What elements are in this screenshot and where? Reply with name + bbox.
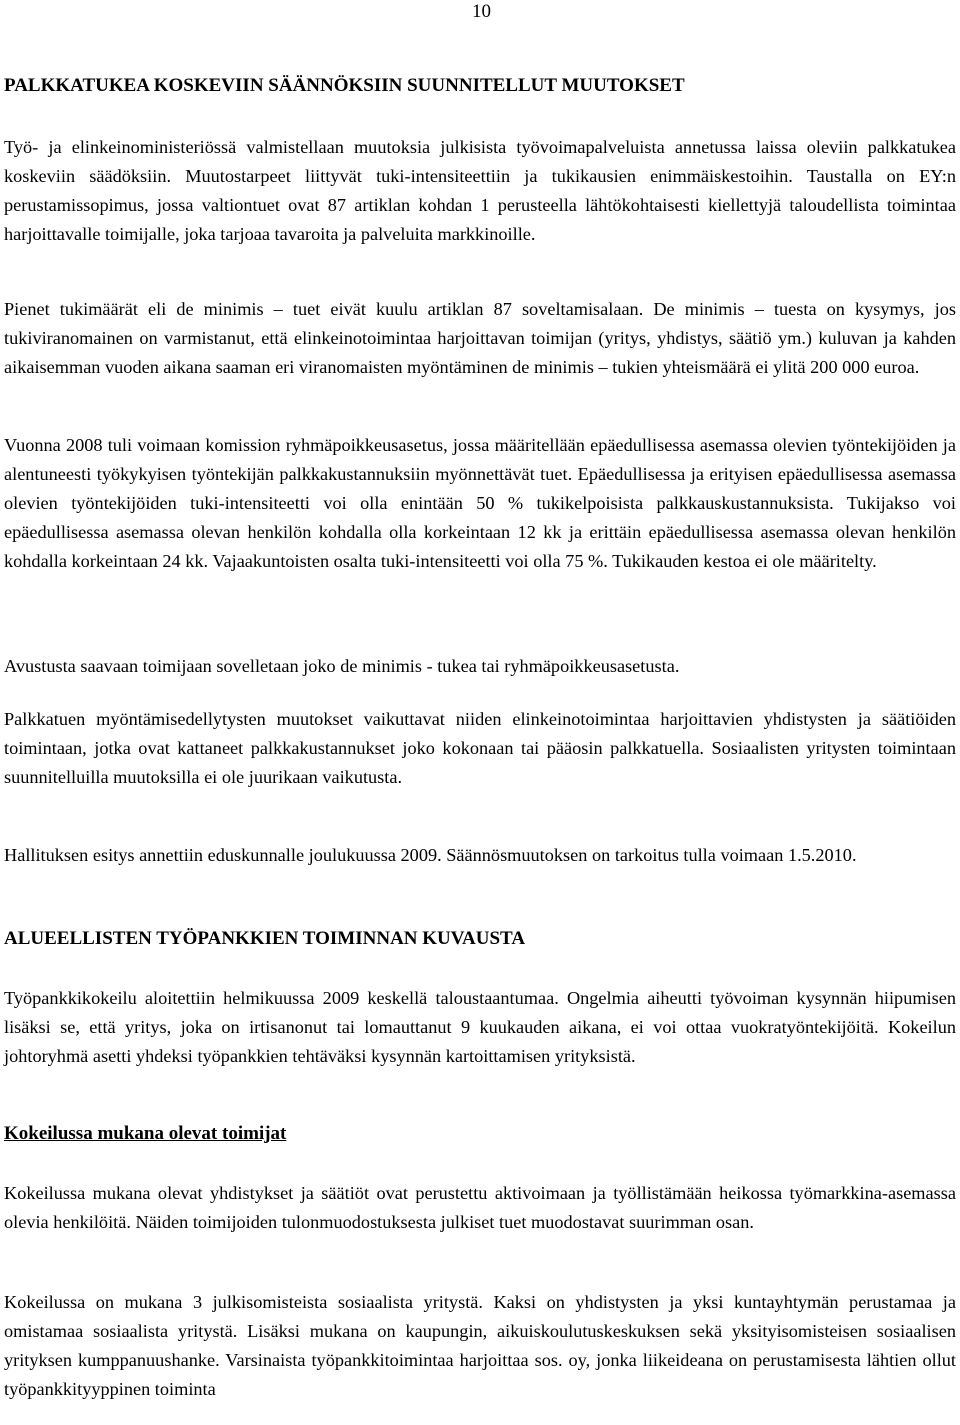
paragraph-applied-rules: Avustusta saavaan toimijaan sovelletaan joko de minimis - tukea tai ryhmäpoikkeusasetusta. [4,656,680,676]
paragraph-job-bank-pilot: Työpankkikokeilu aloitettiin helmikuussa 2009 keskellä taloustaantumaa. Ongelmia aiheutti työvoiman kysynnän hiipumisen lisäksi se, että yritys, joka on irtisanonut tai lomauttanut 9 kuukauden aikana, ei voi ottaa vuokratyöntekijöitä. Kokeilun johtoryhmä asetti yhdeksi työpankkien tehtäväksi kysynnän kartoittamisen yrityksistä. [4,988,956,1066]
page-number-text: 10 [472,1,491,22]
paragraph-de-minimis: Pienet tukimäärät eli de minimis – tuet eivät kuulu artiklan 87 soveltamisalaan. De minimis – tuesta on kysymys, jos tukiviranomainen on varmistanut, että elinkeinotoimintaa harjoittavan toimijan (yritys, yhdistys, säätiö ym.) kuluvan ja kahden aikaisemman vuoden aikana saaman eri viranomaisten myöntäminen de minimis – tukien yhteismäärä ei ylitä 200 000 euroa. [4,299,956,377]
paragraph-participating-organisations: Kokeilussa mukana olevat yhdistykset ja säätiöt ovat perustettu aktivoimaan ja työllistämään heikossa työmarkkina-asemassa olevia henkilöitä. Näiden toimijoiden tulonmuodostuksesta julkiset tuet muodostavat suurimman osan. [4,1183,956,1232]
paragraph-social-enterprises: Kokeilussa on mukana 3 julkisomisteista sosiaalista yritystä. Kaksi on yhdistysten ja yksi kuntayhtymän perustamaa ja omistamaa sosiaalista yritystä. Lisäksi mukana on kaupungin, aikuiskoulutuskeskuksen sekä yksityisomisteisen sosiaalisen yrityksen kumppanuushanke. Varsinaista työpankkitoimintaa harjoittaa sos. oy, jonka liikeideana on perustamisesta lähtien ollut työpankkityyppinen toiminta [4,1292,956,1399]
section-heading-palkkatuki: PALKKATUKEA KOSKEVIIN SÄÄNNÖKSIIN SUUNNITELLUT MUUTOKSET [4,75,685,96]
paragraph-government-proposal: Hallituksen esitys annettiin eduskunnalle joulukuussa 2009. Säännösmuutoksen on tarkoitus tulla voimaan 1.5.2010. [4,845,857,865]
paragraph-group-exemption: Vuonna 2008 tuli voimaan komission ryhmäpoikkeusasetus, jossa määritellään epäedullisessa asemassa olevien työntekijöiden ja alentuneesti työkykyisen työntekijän palkkakustannuksiin myönnettävät tuet. Epäedullisessa ja erityisen epäedullisessa asemassa olevien työntekijöiden tuki-intensiteetti voi olla enintään 50 % tukikelpoisista palkkauskustannuksista. Tukijakso voi epäedullisessa asemassa olevan henkilön kohdalla olla korkeintaan 12 kk ja erittäin epäedullisessa asemassa olevan henkilön kohdalla korkeintaan 24 kk. Vajaakuntoisten osalta tuki-intensiteetti voi olla 75 %. Tukikauden kestoa ei ole määritelty. [4,435,956,571]
paragraph-legislation-changes: Työ- ja elinkeinoministeriössä valmistellaan muutoksia julkisista työvoimapalveluista annetussa laissa oleviin palkkatukea koskeviin säädöksiin. Muutostarpeet liittyvät tuki-intensiteettiin ja tukikausien enimmäiskestoihin. Taustalla on EY:n perustamissopimus, jossa valtiontuet ovat 87 artiklan kohdan 1 perusteella lähtökohtaisesti kiellettyjä taloudellista toimintaa harjoittavalle toimijalle, joka tarjoaa tavaroita ja palveluita markkinoille. [4,137,956,244]
section-heading-tyopankit: ALUEELLISTEN TYÖPANKKIEN TOIMINNAN KUVAUSTA [4,928,526,949]
paragraph-effects: Palkkatuen myöntämisedellytysten muutokset vaikuttavat niiden elinkeinotoimintaa harjoittavien yhdistysten ja säätiöiden toimintaan, jotka ovat kattaneet palkkakustannukset joko kokonaan tai pääosin palkkatuella. Sosiaalisten yritysten toimintaan suunnitelluilla muutoksilla ei ole juurikaan vaikutusta. [4,709,956,787]
section-heading-participants: Kokeilussa mukana olevat toimijat [4,1123,287,1144]
